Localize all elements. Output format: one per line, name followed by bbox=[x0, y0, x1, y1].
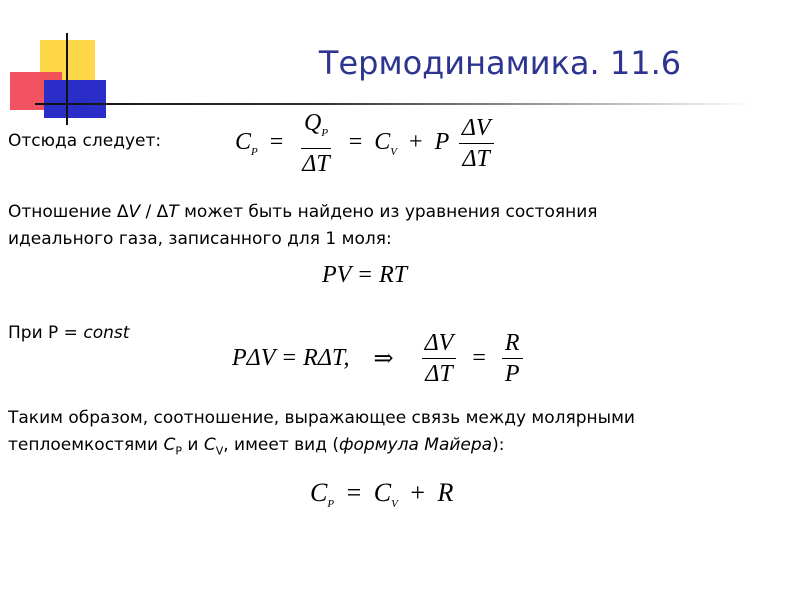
eq1-cv: $C_V$ bbox=[374, 128, 398, 158]
eq3-frac-dv-over-dt: $\frac{\Delta V}{\Delta T}$ bbox=[422, 330, 457, 387]
eq3-frac-r-over-p: $\frac{R}{P}$ bbox=[502, 330, 523, 387]
equation-ratio: PΔV = RΔT, ⇒ $\frac{\Delta V}{\Delta T}$ = $\frac{R}{P}$ bbox=[232, 330, 527, 387]
decor-blue-square bbox=[44, 80, 106, 118]
implies-arrow: ⇒ bbox=[373, 346, 394, 372]
equation-ideal-gas: PV = RT bbox=[322, 262, 408, 288]
eq1-cp: $C_P$ bbox=[235, 128, 258, 158]
paragraph-ratio: Отношение ΔV / ΔT может быть найдено из уравнения состояния идеального газа, записанного для 1 моля: bbox=[8, 202, 598, 249]
text-constant-pressure: При Р = const bbox=[8, 323, 130, 343]
equation-cp-definition: $C_P$ = $\frac{Q_P}{\Delta T}$ = $C_V + P$ $\frac{\Delta V}{\Delta T}$ bbox=[235, 110, 498, 177]
eq1-frac-dv-over-dt: $\frac{\Delta V}{\Delta T}$ bbox=[459, 115, 494, 172]
slide-title: Термодинамика. 11.6 bbox=[318, 44, 682, 82]
equation-mayer: $C_P = C_V + R$ bbox=[310, 478, 454, 511]
decor-horizontal-rule bbox=[35, 103, 755, 105]
text-hence: Отсюда следует: bbox=[8, 131, 162, 151]
eq1-frac-q-over-dt: $\frac{Q_P}{\Delta T}$ bbox=[302, 110, 330, 177]
decor-vertical-line bbox=[66, 33, 68, 125]
paragraph-mayer: Таким образом, соотношение, выражающее связь между молярными теплоемкостями $C_P$ и $C_V$, имеет вид (формула Майера): bbox=[8, 408, 635, 458]
